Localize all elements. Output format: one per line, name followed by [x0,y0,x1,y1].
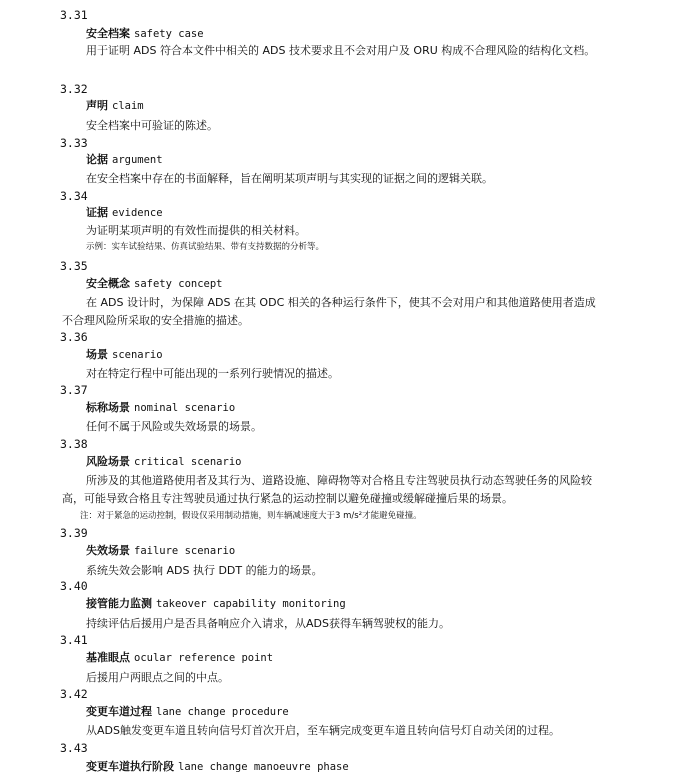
term-english: safety concept [134,278,223,290]
term-english: nominal scenario [134,402,236,414]
term-english: ocular reference point [134,652,274,664]
term-definition: 在 ADS 设计时，为保障 ADS 在其 ODC 相关的各种运行条件下，使其不会对用户和其他道路使用者造成不合理风险所采取的安全措施的描述。 [62,296,596,327]
term-heading [86,760,349,774]
entry-number: 3.39 [60,526,88,540]
term-english: scenario [112,349,163,361]
term-definition: 持续评估后援用户是否具备响应介入请求，从ADS获得车辆驾驶权的能力。 [86,617,450,630]
term-chinese: 变更车道过程 [86,705,152,718]
term-definition: 为证明某项声明的有效性而提供的相关材料。 [86,224,306,237]
term-chinese: 论据 [86,153,108,166]
term-note: 注：对于紧急的运动控制，假设仅采用制动措施，则车辆减速度大于3 m/s²才能避免碰撞。 [80,511,422,521]
entry-number: 3.35 [60,259,88,273]
entry-number: 3.36 [60,330,88,344]
term-definition: 后援用户两眼点之间的中点。 [86,671,229,684]
term-chinese: 风险场景 [86,455,130,468]
term-chinese: 安全概念 [86,277,130,290]
term-english: takeover capability monitoring [156,598,346,610]
term-definition: 在安全档案中存在的书面解释，旨在阐明某项声明与其实现的证据之间的逻辑关联。 [86,172,493,185]
entry-number: 3.31 [60,8,88,22]
term-english: argument [112,154,163,166]
term-chinese: 变更车道执行阶段 [86,760,174,773]
entry-number: 3.41 [60,633,88,647]
term-heading [86,705,289,719]
term-english: evidence [112,207,163,219]
term-definition: 用于证明 ADS 符合本文件中相关的 ADS 技术要求且不会对用户及 ORU 构成不合理风险的结构化文档。 [86,44,596,57]
term-heading [86,277,223,291]
term-definition: 任何不属于风险或失效场景的场景。 [86,420,262,433]
entry-number: 3.40 [60,579,88,593]
term-chinese: 场景 [86,348,108,361]
term-chinese: 失效场景 [86,544,130,557]
entry-number: 3.32 [60,82,88,96]
entry-number: 3.38 [60,437,88,451]
term-chinese: 证据 [86,206,108,219]
term-english: lane change manoeuvre phase [178,761,349,773]
term-heading [86,206,163,220]
term-heading [86,651,273,665]
entry-number: 3.43 [60,741,88,755]
term-heading [86,455,241,469]
term-heading [86,348,163,362]
term-english: lane change procedure [156,706,289,718]
entry-number: 3.34 [60,189,88,203]
term-definition: 从ADS触发变更车道且转向信号灯首次开启，至车辆完成变更车道且转向信号灯自动关闭的过程。 [86,724,560,737]
term-english: critical scenario [134,456,242,468]
term-chinese: 基准眼点 [86,651,130,664]
term-heading [86,153,163,167]
term-english: failure scenario [134,545,236,557]
term-chinese: 声明 [86,99,108,112]
term-note: 示例：实车试验结果、仿真试验结果、带有支持数据的分析等。 [86,242,325,252]
entry-number: 3.42 [60,687,88,701]
entry-number: 3.33 [60,136,88,150]
term-chinese: 接管能力监测 [86,597,152,610]
term-definition: 对在特定行程中可能出现的一系列行驶情况的描述。 [86,367,339,380]
term-heading [86,27,204,41]
term-english: safety case [134,28,204,40]
term-heading [86,597,346,611]
term-definition: 所涉及的其他道路使用者及其行为、道路设施、障碍物等对合格且专注驾驶员执行动态驾驶任务的风险较高，可能导致合格且专注驾驶员通过执行紧急的运动控制以避免碰撞或缓解碰撞后果的场景。 [62,474,592,505]
term-chinese: 标称场景 [86,401,130,414]
term-heading [86,544,235,558]
term-definition: 系统失效会影响 ADS 执行 DDT 的能力的场景。 [86,564,323,577]
term-heading [86,401,235,415]
term-heading [86,99,144,113]
term-chinese: 安全档案 [86,27,130,40]
term-english: claim [112,100,144,112]
term-definition: 安全档案中可验证的陈述。 [86,119,218,132]
entry-number: 3.37 [60,383,88,397]
